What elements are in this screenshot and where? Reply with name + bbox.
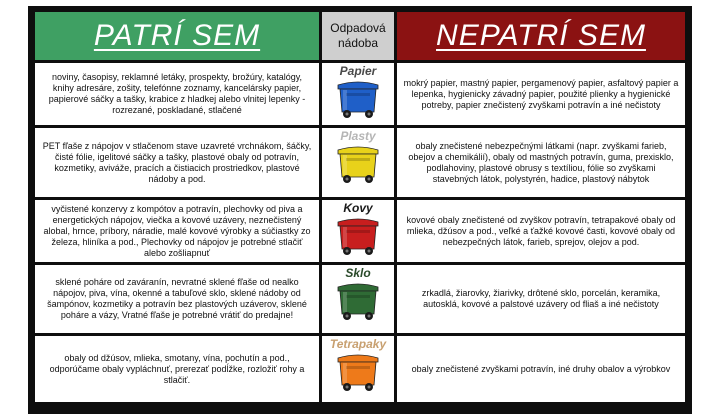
waste-bin (322, 128, 394, 197)
allowed-items-text: vyčistené konzervy z kompótov a potravín, plechovky od piva a energetických nápojov, viečka a kovové uzávery, neznečistený alobal, hrnce, príbory, náradie, malé kovové výrobky a súčiastky zo železa, hliníka a pod., Plechovky od nápojov je potrebné stlačiť alebo zošliapnuť (43, 203, 311, 258)
row-allowed-items (35, 265, 319, 333)
allowed-items-text: PET fľaše z nápojov v stlačenom stave uzavreté vrchnákom, šáčky, čisté fólie, igelitové sáčky a tašky, plastové obaly od potravín, kozmetiky, aviváže, pracích a čistiacich prostriedkov, plastové nádoby a pod. (42, 140, 312, 184)
row-allowed-items (35, 63, 319, 125)
belongs-here-title: PATRÍ SEM (93, 19, 261, 52)
row-allowed-items (35, 336, 319, 402)
allowed-items-text: sklené poháre od zaváranín, nevratné sklené fľaše od nealko nápojov, piva, vína, okenné a tabuľové sklo, sklené nádoby od šampónov, kozmetiky a potravín bez plastových uzáverov, sklené poháre a vázy, Vratné fľaše je potrebné vrátiť do predajne! (47, 277, 307, 320)
header-does-not-belong (397, 12, 685, 60)
wheelie-bin-icon (333, 352, 383, 394)
allowed-items-text: obaly od džúsov, mlieka, smotany, vína, pochutín a pod., odporúčame obaly vypláchnuť, prerezať podĺžke, rozložiť rohy a stlačiť. (49, 352, 305, 385)
wheelie-bin-icon (333, 281, 383, 323)
forbidden-items-text: obaly znečistené zvyškami potravín, iné druhy obalov a výrobkov (411, 363, 671, 374)
forbidden-items-text: zrkadlá, žiarovky, žiarivky, drôtené sklo, porcelán, keramika, autosklá, kovové a palstové uzávery od fliaš a iné nečistoty (421, 288, 661, 309)
row-allowed-items (35, 128, 319, 197)
wheelie-bin-icon (333, 79, 383, 121)
waste-bin (322, 265, 394, 333)
forbidden-items-text: kovové obaly znečistené od zvyškov potravín, tetrapakové obaly od mlieka, džúsov a pod., veľké a ťažké kovové časti, kovové obaly od nebezpečných látok, farieb, sprejov, olejov a pod. (406, 214, 676, 247)
row-forbidden-items (397, 200, 685, 262)
allowed-items-text: noviny, časopisy, reklamné letáky, prospekty, brožúry, katalógy, knihy adresáre, zošity, telefónne zoznamy, kancelársky papier, papierové sáčky a tašky, krabice z hladkej alebo vlnitej lepenky - rozrezané, poskladané, stlačené (48, 72, 306, 115)
bin-column-title-line1: Odpadová (330, 21, 386, 35)
row-forbidden-items (397, 265, 685, 333)
bin-label: Plasty (340, 129, 376, 143)
row-allowed-items (35, 200, 319, 262)
waste-bin (322, 63, 394, 125)
row-forbidden-items (397, 63, 685, 125)
bin-label: Papier (339, 64, 377, 78)
does-not-belong-title: NEPATRÍ SEM (436, 19, 646, 52)
header-bin-column (322, 12, 394, 60)
bin-label: Tetrapaky (329, 337, 387, 351)
row-forbidden-items (397, 128, 685, 197)
row-forbidden-items (397, 336, 685, 402)
waste-bin (322, 200, 394, 262)
bin-label: Sklo (345, 266, 371, 280)
waste-bin (322, 336, 394, 402)
forbidden-items-text: obaly znečistené nebezpečnými látkami (napr. zvyškami farieb, obejov a chemikálií), obaly od mastných potravín, guma, prexisklo, podlahoviny, plastové obrusy s textíliou, fólie so zvyškami stavebných látok, polystyrén, hadice, plastový nábytok (408, 140, 674, 184)
forbidden-items-text: mokrý papier, mastný papier, pergamenový papier, asfaltový papier a lepenka, hygienicky závadný papier, použité plienky a hygienické potreby, papier znečistený zvyškami potravín a iné nečistoty (403, 77, 679, 110)
wheelie-bin-icon (333, 144, 383, 186)
bin-label: Kovy (343, 201, 373, 215)
wheelie-bin-icon (333, 216, 383, 258)
bin-column-title-line2: nádoba (337, 36, 379, 50)
header-belongs-here (35, 12, 319, 60)
